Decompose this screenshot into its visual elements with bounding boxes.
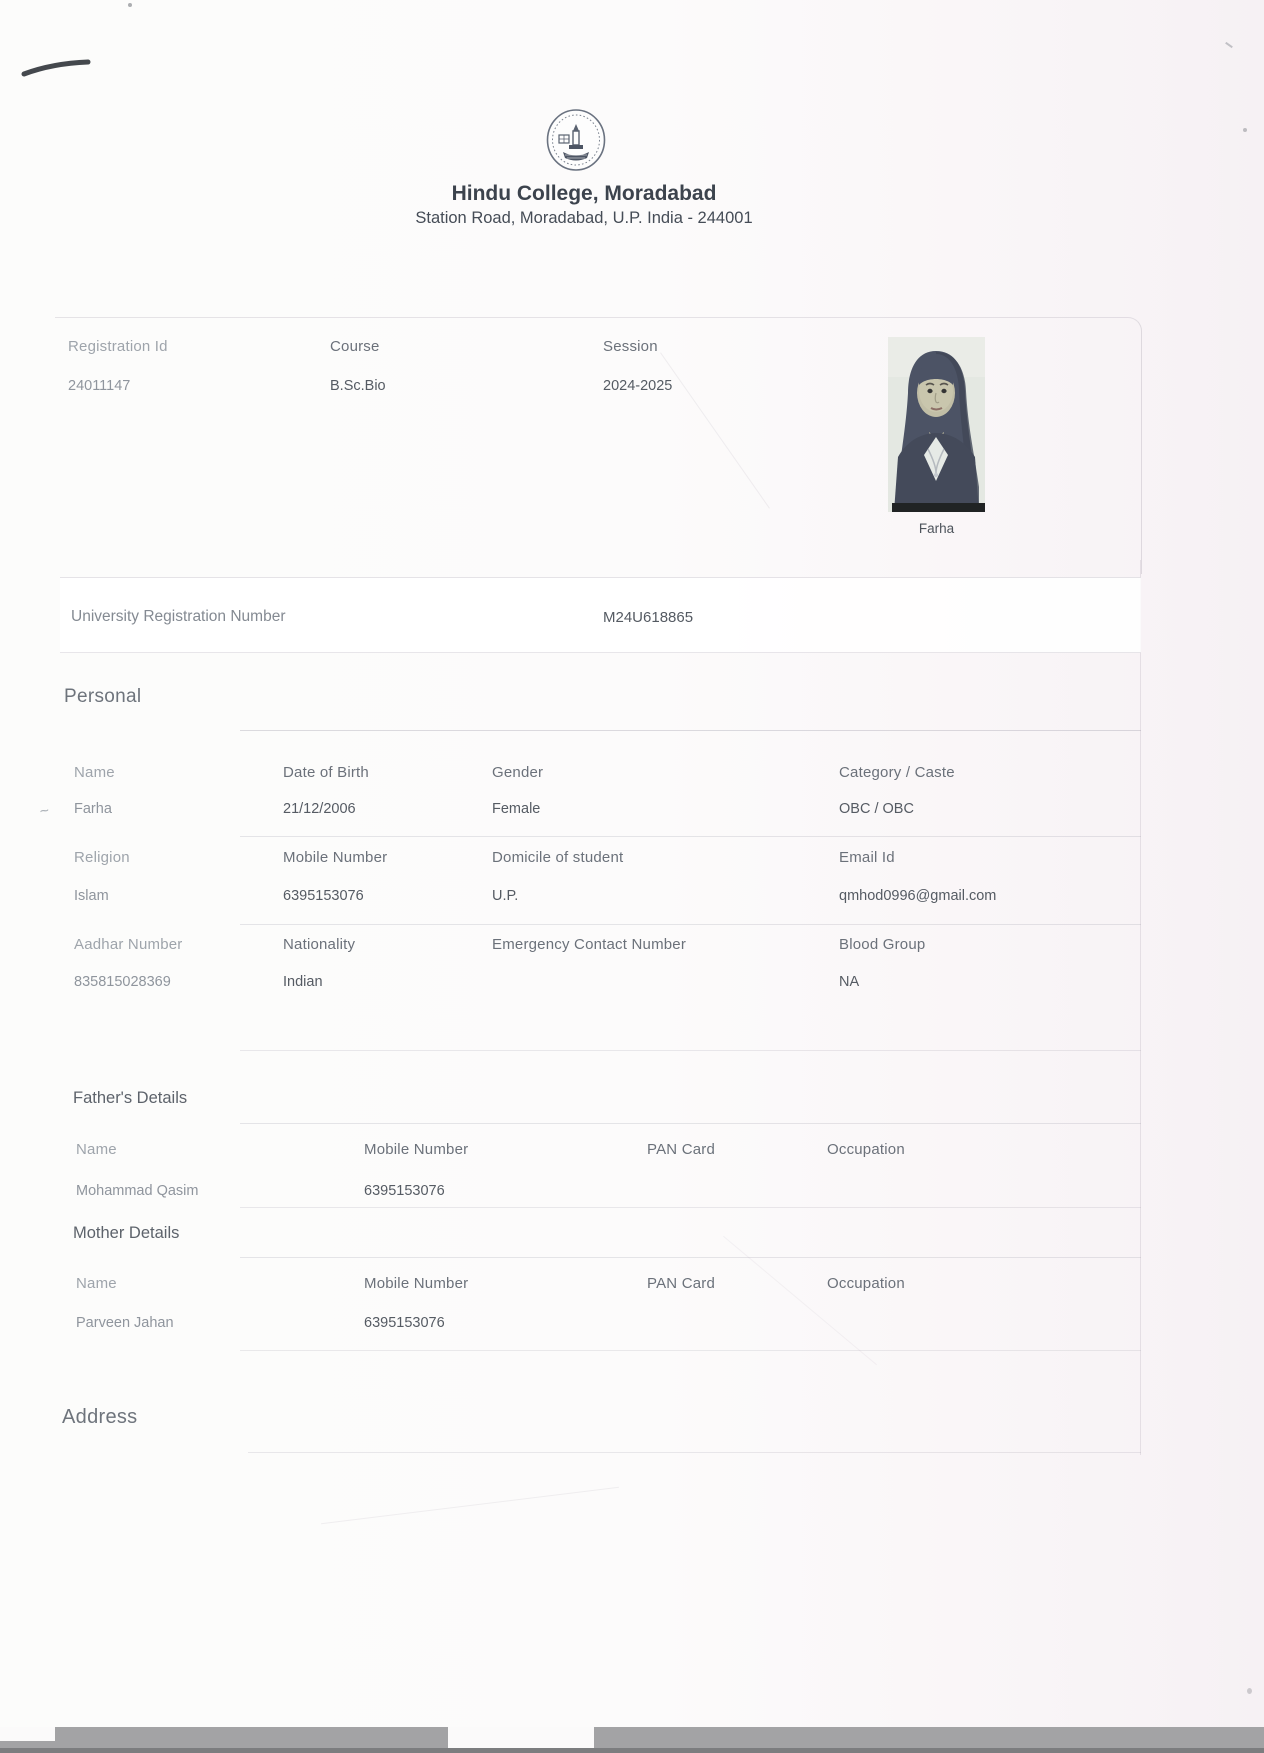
aadhar-value: 835815028369 (74, 974, 171, 990)
card-right-edge (1140, 560, 1141, 1455)
university-registration-label: University Registration Number (71, 608, 286, 625)
registration-id-label: Registration Id (68, 338, 168, 355)
student-photo (888, 337, 985, 512)
category-caste-value: OBC / OBC (839, 801, 914, 817)
dob-value: 21/12/2006 (283, 801, 356, 817)
divider (240, 1123, 1141, 1124)
father-name-label: Name (76, 1141, 117, 1158)
father-pan-label: PAN Card (647, 1141, 716, 1158)
mother-mobile-label: Mobile Number (364, 1275, 469, 1292)
father-mobile-value: 6395153076 (364, 1183, 445, 1199)
university-registration-value: M24U618865 (603, 609, 694, 626)
mobile-number-value: 6395153076 (283, 888, 364, 904)
mother-section-heading: Mother Details (73, 1224, 180, 1242)
father-mobile-label: Mobile Number (364, 1141, 469, 1158)
religion-label: Religion (74, 849, 130, 866)
emergency-contact-label: Emergency Contact Number (492, 936, 687, 953)
nationality-label: Nationality (283, 936, 356, 953)
course-value: B.Sc.Bio (330, 378, 386, 394)
divider (240, 1257, 1141, 1258)
scan-speck (1247, 1688, 1252, 1694)
scan-speck (1243, 128, 1247, 132)
college-name: Hindu College, Moradabad (451, 182, 717, 205)
photo-caption: Farha (918, 521, 955, 536)
college-address: Station Road, Moradabad, U.P. India - 244001 (415, 209, 753, 227)
father-section-heading: Father's Details (73, 1089, 188, 1107)
father-name-value: Mohammad Qasim (76, 1183, 199, 1199)
pencil-squiggle: ~ (38, 802, 51, 821)
dob-label: Date of Birth (283, 764, 369, 781)
scan-speck (1225, 42, 1233, 48)
religion-value: Islam (74, 888, 109, 904)
father-occupation-label: Occupation (827, 1141, 905, 1158)
course-label: Course (330, 338, 380, 355)
divider (240, 836, 1141, 837)
college-emblem-icon (545, 108, 607, 172)
email-value: qmhod0996@gmail.com (839, 888, 997, 904)
scan-strip-notch (0, 1727, 55, 1741)
mother-mobile-value: 6395153076 (364, 1315, 445, 1331)
mother-name-label: Name (76, 1275, 117, 1292)
gender-label: Gender (492, 764, 544, 781)
domicile-label: Domicile of student (492, 849, 624, 866)
divider (240, 1207, 1141, 1208)
name-label: Name (74, 764, 115, 781)
session-label: Session (603, 338, 658, 355)
blood-group-value: NA (839, 974, 860, 990)
email-label: Email Id (839, 849, 895, 866)
scan-speck (128, 3, 132, 7)
divider (240, 1350, 1141, 1351)
paper-crease (723, 1236, 877, 1365)
divider (240, 924, 1141, 925)
session-value: 2024-2025 (603, 378, 673, 394)
scan-strip-edge (0, 1748, 1264, 1753)
pen-mark (18, 52, 96, 84)
category-caste-label: Category / Caste (839, 764, 955, 781)
mother-pan-label: PAN Card (647, 1275, 716, 1292)
registration-id-value: 24011147 (68, 378, 131, 394)
scan-strip-notch (448, 1727, 594, 1748)
mobile-number-label: Mobile Number (283, 849, 388, 866)
mother-name-value: Parveen Jahan (76, 1315, 174, 1331)
blood-group-label: Blood Group (839, 936, 926, 953)
personal-section-heading: Personal (64, 686, 142, 707)
divider (240, 1050, 1141, 1051)
divider (248, 1452, 1141, 1453)
aadhar-label: Aadhar Number (74, 936, 183, 953)
gender-value: Female (492, 801, 541, 817)
address-section-heading: Address (62, 1406, 138, 1428)
paper-crease (321, 1487, 619, 1525)
domicile-value: U.P. (492, 888, 519, 904)
name-value: Farha (74, 801, 112, 817)
divider (240, 730, 1141, 731)
nationality-value: Indian (283, 974, 323, 990)
mother-occupation-label: Occupation (827, 1275, 905, 1292)
